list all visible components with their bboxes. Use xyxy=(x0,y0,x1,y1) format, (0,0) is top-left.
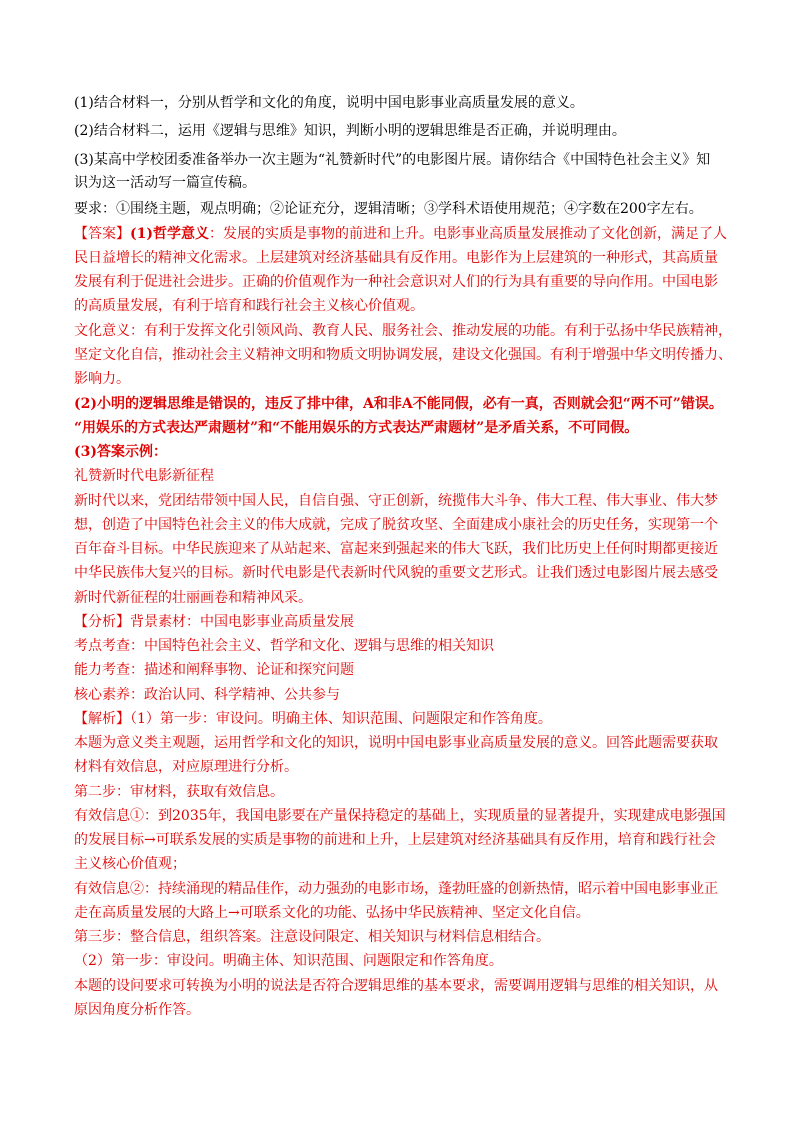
explanation-step1-line1: 本题为意义类主观题，运用哲学和文化的知识，说明中国电影事业高质量发展的意义。回答此题需要获取 xyxy=(74,735,718,751)
explanation-step1-head: （1）第一步：审设问。明确主体、知识范围、问题限定和作答角度。 xyxy=(130,711,552,727)
q2-line1: 本题的设问要求可转换为小明的说法是否符合逻辑思维的基本要求，需要调用逻辑与思维的相关知识，从 xyxy=(74,978,718,994)
question-3-line2: 识为这一活动写一篇宣传稿。 xyxy=(74,175,256,191)
essay-line-1: 新时代以来，党团结带领中国人民，自信自强、守正创新，统揽伟大斗争、伟大工程、伟大事业、伟大梦 xyxy=(74,493,718,509)
explanation-line xyxy=(74,709,552,729)
question-1: (1)结合材料一，分别从哲学和文化的角度，说明中国电影事业高质量发展的意义。 xyxy=(74,95,584,111)
answer-line-4: 的高质量发展，有利于培育和践行社会主义核心价值观。 xyxy=(74,298,424,314)
explanation-tag: 【解析】 xyxy=(74,711,130,727)
answer-tag: 【答案】 xyxy=(74,226,130,242)
essay-line-3: 百年奋斗目标。中华民族迎来了从站起来、富起来到强起来的伟大飞跃，我们比历史上任何时期都更接近 xyxy=(74,541,718,557)
explanation-step2: 第二步：审材料，获取有效信息。 xyxy=(74,784,284,800)
q2-step1: （2）第一步：审设问。明确主体、知识范围、问题限定和作答角度。 xyxy=(74,953,503,969)
explanation-step3: 第三步：整合信息，组织答案。注意设问限定、相关知识与材料信息相结合。 xyxy=(74,929,550,945)
essay-line-4: 中华民族伟大复兴的目标。新时代电影是代表新时代风貌的重要文艺形式。让我们透过电影图片展去感受 xyxy=(74,565,718,581)
culture-line-3: 影响力。 xyxy=(74,371,130,387)
essay-line-5: 新时代新征程的壮丽画卷和精神风采。 xyxy=(74,590,312,606)
analysis-tag: 【分析】 xyxy=(74,614,130,630)
answer-part1-text: ：发展的实质是事物的前进和上升。电影事业高质量发展推动了文化创新，满足了人 xyxy=(209,226,727,242)
info2-line1: 有效信息②：持续涌现的精品佳作，动力强劲的电影市场，蓬勃旺盛的创新热情，昭示着中国电影事业正 xyxy=(74,881,718,897)
part3-head: (3)答案示例： xyxy=(74,444,167,460)
info2-line2: 走在高质量发展的大路上→可联系文化的功能、弘扬中华民族精神、坚定文化自信。 xyxy=(74,905,590,921)
analysis-background: 背景素材：中国电影事业高质量发展 xyxy=(130,614,354,630)
analysis-nengli: 能力考查：描述和阐释事物、论证和探究问题 xyxy=(74,662,354,678)
answer-line-1 xyxy=(74,224,727,244)
answer-line-2: 民日益增长的精神文化需求。上层建筑对经济基础具有反作用。电影作为上层建筑的一种形式，其高质量 xyxy=(74,250,718,266)
q2-line2: 原因角度分析作答。 xyxy=(74,1002,200,1018)
answer-line-3: 发展有利于促进社会进步。正确的价值观作为一种社会意识对人们的行为具有重要的导向作用。中国电影 xyxy=(74,274,718,290)
essay-line-2: 想，创造了中国特色社会主义的伟大成就，完成了脱贫攻坚、全面建成小康社会的历史任务，实现第一个 xyxy=(74,517,718,533)
part2-line-2: “用娱乐的方式表达严肃题材”和“不能用娱乐的方式表达严肃题材”是矛盾关系，不可同假。 xyxy=(74,420,639,436)
essay-title: 礼赞新时代电影新征程 xyxy=(74,468,214,484)
analysis-line xyxy=(74,612,354,632)
analysis-kaodian: 考点考查：中国特色社会主义、哲学和文化、逻辑与思维的相关知识 xyxy=(74,638,494,654)
part2-line-1: (2)小明的逻辑思维是错误的，违反了排中律，A和非A不能同假，必有一真，否则就会犯“两不可”错误。 xyxy=(74,396,723,412)
question-2: (2)结合材料二，运用《逻辑与思维》知识，判断小明的逻辑思维是否正确，并说明理由。 xyxy=(74,123,626,139)
culture-line-2: 坚定文化自信，推动社会主义精神文明和物质文明协调发展，建设文化强国。有利于增强中华文明传播力、 xyxy=(74,347,732,363)
requirement: 要求：①围绕主题，观点明确；②论证充分，逻辑清晰；③学科术语使用规范；④字数在200字左右。 xyxy=(74,201,703,217)
analysis-hexin: 核心素养：政治认同、科学精神、公共参与 xyxy=(74,687,340,703)
culture-line-1: 文化意义：有利于发挥文化引领风尚、教育人民、服务社会、推动发展的功能。有利于弘扬中华民族精神， xyxy=(74,323,732,339)
explanation-step1-line2: 材料有效信息，对应原理进行分析。 xyxy=(74,759,298,775)
answer-part1-prefix: (1)哲学意义 xyxy=(130,226,209,242)
info1-line2: 的发展目标→可联系发展的实质是事物的前进和上升，上层建筑对经济基础具有反作用，培育和践行社会 xyxy=(74,832,716,848)
question-3-line1: (3)某高中学校团委准备举办一次主题为“礼赞新时代”的电影图片展。请你结合《中国特色社会主义》知 xyxy=(74,152,711,168)
info1-line1: 有效信息①：到2035年，我国电影要在产量保持稳定的基础上，实现质量的显著提升，实现建成电影强国 xyxy=(74,808,726,824)
info1-line3: 主义核心价值观； xyxy=(74,856,186,872)
